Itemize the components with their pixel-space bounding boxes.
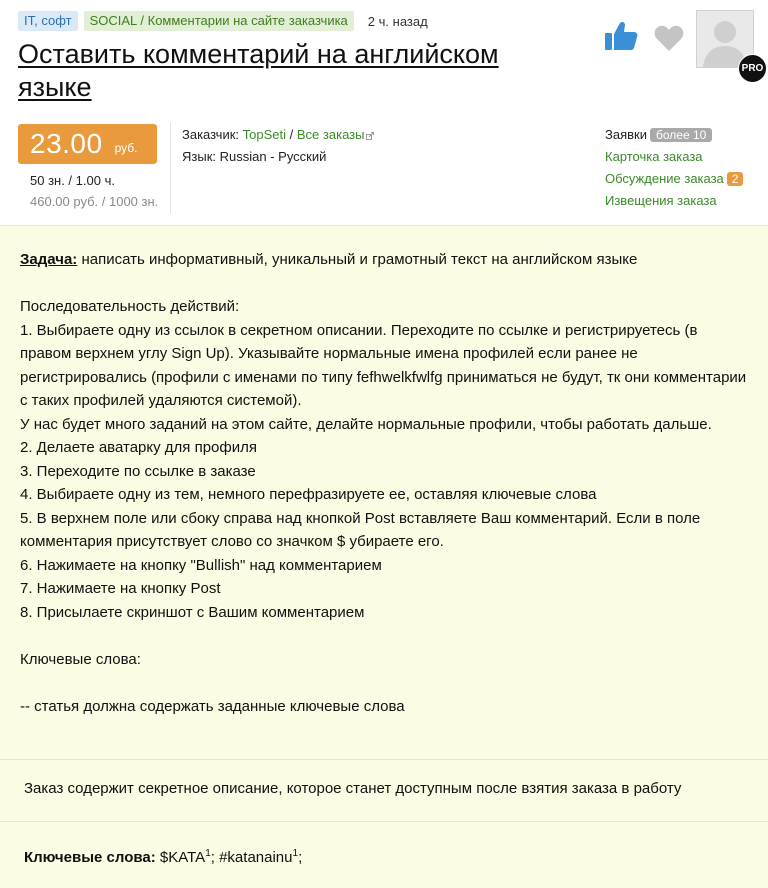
language-label: Язык: [182,149,216,164]
order-card-link[interactable]: Карточка заказа [605,149,703,164]
task-intro-text: написать информативный, уникальный и грамотный текст на английском языке [81,251,638,268]
posted-time: 2 ч. назад [367,13,428,29]
order-meta [182,124,374,168]
price-currency: руб. [114,141,138,155]
discussion-count-badge: 2 [727,172,744,186]
secret-notice: Заказ содержит секретное описание, которое станет доступным после взятия заказа в работу [0,760,768,822]
customer-row [182,124,374,146]
keywords-title: Ключевые слова: [20,650,141,668]
heart-icon[interactable] [654,24,684,52]
step-1: 1. Выбираете одну из ссылок в секретном описании. Переходите по ссылке и регистрируетесь (в правом верхнем углу Sign Up). Указывайте нормальные имена профилей если ранее не регистрировались (профили с именами по типу fefhwelkfwlfg приниматься не будут, тк они комментарии с таких профилей удаляются системой). [20,321,747,409]
language-row [182,146,374,168]
task-intro [20,248,750,272]
applications-row[interactable] [605,124,743,146]
order-links [605,124,743,212]
customer-separator: / [289,127,294,142]
step-7: 7. Нажимаете на кнопку Post [20,580,221,597]
category-tag[interactable]: IT, софт [18,11,78,31]
step-6: 6. Нажимаете на кнопку "Bullish" над комментарием [20,556,382,574]
language-value: Russian - Русский [219,149,327,164]
step-4: 4. Выбираете одну из тем, немного перефразируете ее, оставляя ключевые слова [20,486,597,503]
price-value: 23.00 [30,128,103,159]
page-title: Оставить комментарий на английском языке [18,39,499,102]
keyword-item: #katanainu$^1$; [219,848,303,866]
step-8: 8. Присылаете скриншот с Вашим комментарием [20,603,365,621]
order-tags [18,11,428,31]
step-3: 3. Переходите по ссылке в заказе [20,462,256,480]
task-description [0,225,768,760]
sequence-title: Последовательность действий: [20,298,240,315]
keyword-item: $KATA$^1$; [159,848,215,866]
price-box [18,124,157,164]
divider [170,122,171,214]
subcategory-tag[interactable]: SOCIAL / Комментарии на сайте заказчика [84,11,354,31]
applications-label[interactable]: Заявки [605,127,647,142]
thumbs-up-icon[interactable] [604,20,638,52]
order-rate: 460.00 руб. / 1000 зн. [30,194,159,209]
pro-badge: PRO [738,54,767,83]
order-volume: 50 зн. / 1.00 ч. [30,173,115,188]
step-5: 5. В верхнем поле или сбоку справа над кнопкой Post вставляете Ваш комментарий. Если в поле комментария присутствует слово со значком $ убираете его. [20,509,701,550]
step-2: 2. Делаете аватарку для профиля [20,439,257,456]
external-link-icon[interactable] [366,132,374,140]
all-orders-link[interactable]: Все заказы [296,127,365,142]
customer-label: Заказчик: [182,127,240,142]
customer-link[interactable]: TopSeti [242,127,287,142]
keywords-label: Ключевые слова: [24,849,156,866]
keywords-note: -- статья должна содержать заданные ключевые слова [20,697,405,715]
notifications-link[interactable]: Извещения заказа [605,193,717,208]
task-label: Задача: [20,251,78,268]
keywords-section [0,822,768,888]
task-note: У нас будет много заданий на этом сайте, делайте нормальные профили, чтобы работать дальше. [20,415,712,433]
discussion-link[interactable]: Обсуждение заказа [605,171,724,186]
applications-count-badge: более 10 [650,128,712,142]
